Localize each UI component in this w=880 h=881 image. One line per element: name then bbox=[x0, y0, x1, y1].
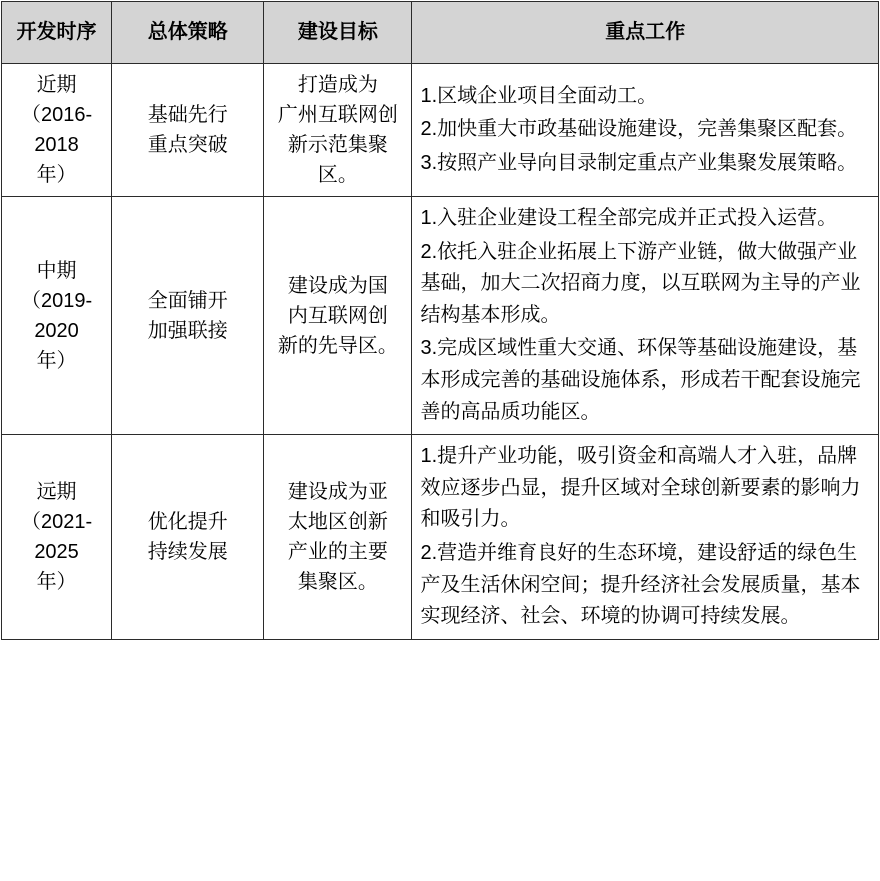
work-item: 2.依托入驻企业拓展上下游产业链，做大做强产业基础，加大二次招商力度，以互联网为主导的产业结构基本形成。 bbox=[420, 240, 861, 326]
cell-goal bbox=[264, 64, 412, 197]
column-header-phase: 开发时序 bbox=[2, 2, 112, 64]
phase-line: 远期 bbox=[36, 480, 77, 503]
goal-line: 广州互联网创 bbox=[277, 104, 398, 126]
cell-goal bbox=[264, 435, 412, 640]
goal-line: 新的先导区。 bbox=[277, 334, 398, 357]
development-timeline-table bbox=[1, 1, 879, 640]
phase-line: （2019- bbox=[20, 289, 93, 312]
phase-line: （2016- bbox=[20, 104, 93, 126]
cell-key-work bbox=[412, 435, 879, 640]
work-item: 2.加快重大市政基础设施建设，完善集聚区配套。 bbox=[420, 118, 858, 141]
column-header-goal: 建设目标 bbox=[264, 2, 412, 64]
phase-line: 近期 bbox=[36, 74, 77, 96]
strategy-line: 重点突破 bbox=[147, 134, 228, 156]
cell-key-work bbox=[412, 197, 879, 435]
cell-strategy bbox=[112, 64, 264, 197]
table-row bbox=[2, 197, 879, 435]
phase-line: 2020 bbox=[34, 319, 79, 342]
table-row bbox=[2, 64, 879, 197]
work-item: 1.区域企业项目全面动工。 bbox=[420, 84, 658, 107]
phase-line: （2021- bbox=[20, 510, 93, 533]
phase-line: 年） bbox=[36, 570, 77, 593]
strategy-line: 基础先行 bbox=[147, 104, 228, 126]
goal-line: 集聚区。 bbox=[297, 570, 378, 593]
development-timeline-table-container bbox=[0, 1, 880, 640]
goal-line: 太地区创新 bbox=[287, 510, 388, 533]
strategy-line: 全面铺开 bbox=[147, 289, 228, 312]
cell-strategy bbox=[112, 435, 264, 640]
phase-line: 中期 bbox=[36, 259, 77, 282]
strategy-line: 优化提升 bbox=[147, 510, 228, 533]
cell-phase bbox=[2, 64, 112, 197]
goal-line: 建设成为亚 bbox=[287, 480, 388, 503]
cell-phase bbox=[2, 435, 112, 640]
table-row bbox=[2, 435, 879, 640]
cell-goal bbox=[264, 197, 412, 435]
work-item: 2.营造并维育良好的生态环境，建设舒适的绿色生产及生活休闲空间；提升经济社会发展质量，基本实现经济、社会、环境的协调可持续发展。 bbox=[420, 541, 861, 628]
table-header bbox=[2, 2, 879, 64]
work-item: 3.完成区域性重大交通、环保等基础设施建设，基本形成完善的基础设施体系，形成若干配套设施完善的高品质功能区。 bbox=[420, 337, 861, 423]
phase-line: 2018 bbox=[34, 134, 79, 156]
strategy-line: 持续发展 bbox=[147, 540, 228, 563]
cell-strategy bbox=[112, 197, 264, 435]
goal-line: 区。 bbox=[317, 164, 358, 186]
phase-line: 年） bbox=[36, 349, 77, 372]
strategy-line: 加强联接 bbox=[147, 319, 228, 342]
column-header-strategy: 总体策略 bbox=[112, 2, 264, 64]
goal-line: 打造成为 bbox=[297, 74, 378, 96]
goal-line: 建设成为国 bbox=[287, 274, 388, 297]
cell-key-work bbox=[412, 64, 879, 197]
phase-line: 2025 bbox=[34, 540, 79, 563]
goal-line: 新示范集聚 bbox=[287, 134, 388, 156]
phase-line: 年） bbox=[36, 164, 77, 186]
work-item: 1.入驻企业建设工程全部完成并正式投入运营。 bbox=[420, 207, 838, 229]
work-item: 3.按照产业导向目录制定重点产业集聚发展策略。 bbox=[420, 151, 858, 174]
table-header-row bbox=[2, 2, 879, 64]
table-body bbox=[2, 64, 879, 640]
work-item: 1.提升产业功能，吸引资金和高端人才入驻，品牌效应逐步凸显，提升区域对全球创新要素的影响力和吸引力。 bbox=[420, 445, 861, 531]
column-header-key-work: 重点工作 bbox=[412, 2, 879, 64]
goal-line: 内互联网创 bbox=[287, 304, 388, 327]
goal-line: 产业的主要 bbox=[287, 540, 388, 563]
cell-phase bbox=[2, 197, 112, 435]
